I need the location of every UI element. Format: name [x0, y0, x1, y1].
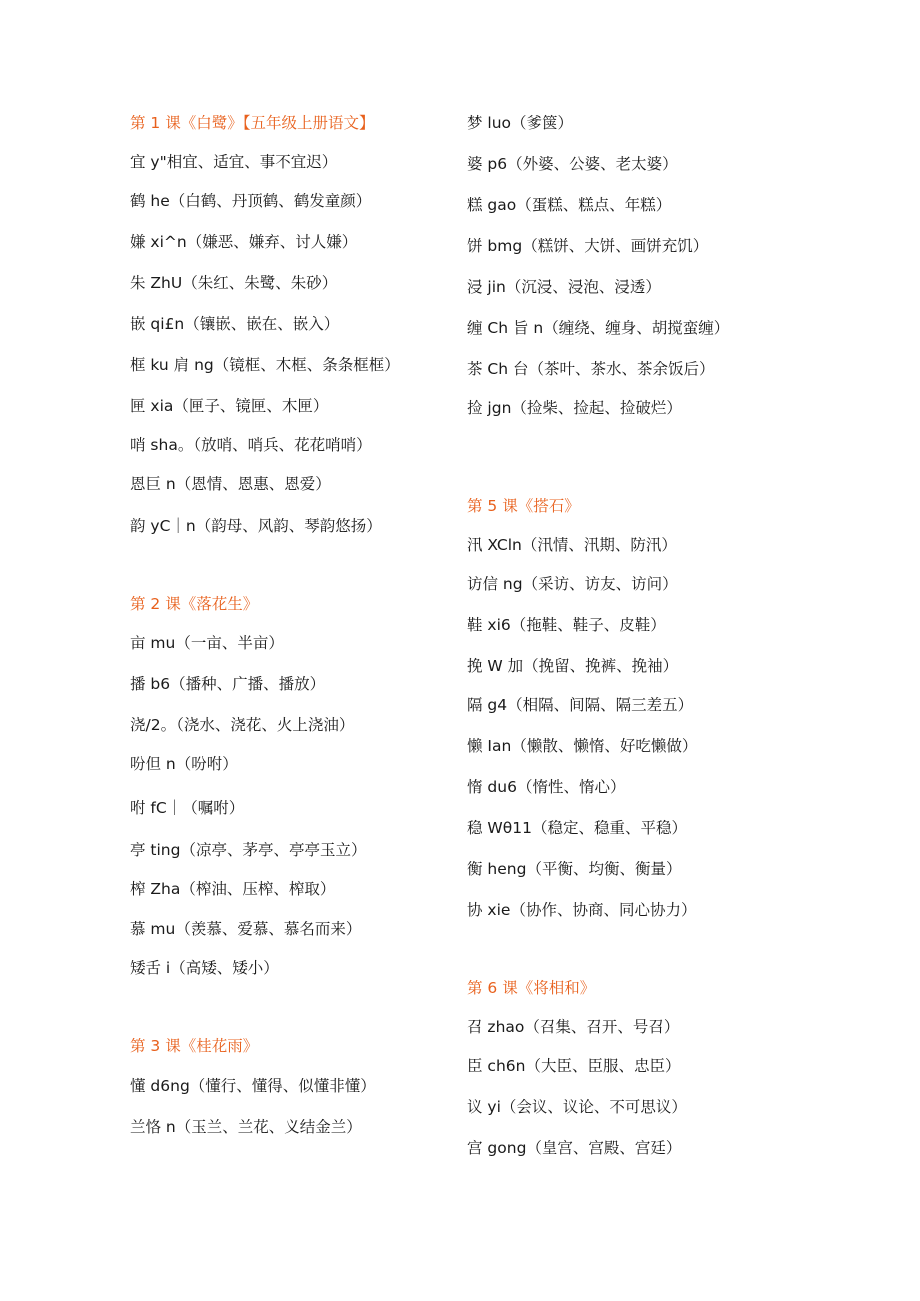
vocab-entry: 惰 du6（惰性、惰心）	[467, 778, 626, 796]
lesson-3-heading: 第 3 课《桂花雨》	[130, 1037, 259, 1055]
vocab-entry: 缠 Ch 旨 n（缠绕、缠身、胡搅蛮缠）	[467, 319, 730, 337]
vocab-entry: 恩巨 n（恩情、恩惠、恩爱）	[130, 475, 331, 493]
lesson-6-heading: 第 6 课《将相和》	[467, 979, 596, 997]
vocab-entry: 匣 xia（匣子、镜匣、木匣）	[130, 397, 329, 415]
vocab-entry: 韵 yC｜n（韵母、风韵、琴韵悠扬）	[130, 517, 382, 535]
vocab-entry: 哨 sha。（放哨、哨兵、花花哨哨）	[130, 436, 372, 454]
vocab-entry: 宜 y"相宜、适宜、事不宜迟）	[130, 153, 338, 171]
vocab-entry: 嫌 xi^n（嫌恶、嫌弃、讨人嫌）	[130, 233, 358, 251]
lesson-2-heading: 第 2 课《落花生》	[130, 595, 259, 613]
vocab-entry: 臣 ch6n（大臣、臣服、忠臣）	[467, 1057, 681, 1075]
vocab-entry: 衡 heng（平衡、均衡、衡量）	[467, 860, 682, 878]
vocab-entry: 稳 Wθ11（稳定、稳重、平稳）	[467, 819, 687, 837]
vocab-entry: 访信 ng（采访、访友、访问）	[467, 575, 678, 593]
vocab-entry: 鞋 xi6（拖鞋、鞋子、皮鞋）	[467, 616, 666, 634]
vocab-entry: 懒 Ian（懒散、懒惰、好吃懒做）	[467, 737, 698, 755]
vocab-entry: 框 ku 肩 ng（镜框、木框、条条框框）	[130, 356, 400, 374]
vocab-entry: 吩但 n（吩咐）	[130, 755, 238, 773]
vocab-entry: 浸 jin（沉浸、浸泡、浸透）	[467, 278, 661, 296]
vocab-entry: 浇/2。（浇水、浇花、火上浇油）	[130, 716, 355, 734]
lesson-1-heading: 第 1 课《白鹭》【五年级上册语文】	[130, 114, 375, 132]
vocab-entry: 矮舌 i（高矮、矮小）	[130, 959, 279, 977]
vocab-entry: 懂 d6ng（懂行、懂得、似懂非懂）	[130, 1077, 376, 1095]
vocab-entry: 咐 fC｜（嘱咐）	[130, 799, 245, 817]
vocab-entry: 挽 W 加（挽留、挽裤、挽袖）	[467, 657, 679, 675]
vocab-entry: 饼 bmg（糕饼、大饼、画饼充饥）	[467, 237, 709, 255]
vocab-entry: 婆 p6（外婆、公婆、老太婆）	[467, 155, 678, 173]
vocab-entry: 嵌 qi£n（镶嵌、嵌在、嵌入）	[130, 315, 340, 333]
vocab-entry: 议 yi（会议、议论、不可思议）	[467, 1098, 687, 1116]
vocab-entry: 召 zhao（召集、召开、号召）	[467, 1018, 680, 1036]
vocab-entry: 慕 mu（羡慕、爱慕、慕名而来）	[130, 920, 362, 938]
vocab-entry: 朱 ZhU（朱红、朱鹭、朱砂）	[130, 274, 338, 292]
vocab-entry: 协 xie（协作、协商、同心协力）	[467, 901, 697, 919]
vocab-entry: 播 b6（播种、广播、播放）	[130, 675, 326, 693]
vocab-entry: 汛 XCln（汛情、汛期、防汛）	[467, 536, 677, 554]
vocab-entry: 榨 Zha（榨油、压榨、榨取）	[130, 880, 336, 898]
vocab-entry: 兰恪 n（玉兰、兰花、义结金兰）	[130, 1118, 362, 1136]
vocab-entry: 亩 mu（一亩、半亩）	[130, 634, 284, 652]
vocab-entry: 捡 jgn（捡柴、捡起、捡破烂）	[467, 399, 682, 417]
vocab-entry: 亭 ting（凉亭、茅亭、亭亭玉立）	[130, 841, 367, 859]
vocab-entry: 鹤 he（白鹤、丹顶鹤、鹤发童颜）	[130, 192, 372, 210]
vocab-entry: 茶 Ch 台（茶叶、茶水、茶余饭后）	[467, 360, 715, 378]
vocab-entry: 糕 gao（蛋糕、糕点、年糕）	[467, 196, 672, 214]
vocab-entry: 隔 g4（相隔、间隔、隔三差五）	[467, 696, 694, 714]
vocab-entry: 宫 gong（皇宫、宫殿、宫廷）	[467, 1139, 682, 1157]
vocab-entry: 梦 luo（爹箧）	[467, 114, 574, 132]
lesson-5-heading: 第 5 课《搭石》	[467, 497, 580, 515]
